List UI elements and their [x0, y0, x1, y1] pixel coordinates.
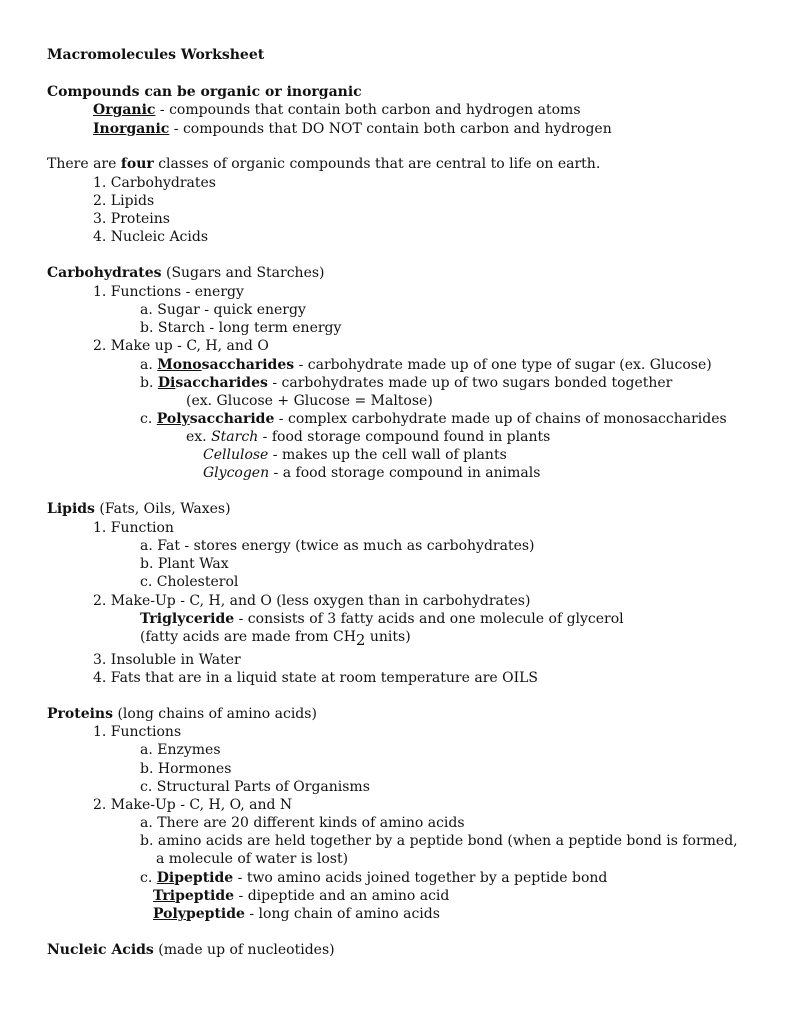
organic-definition: Organic - compounds that contain both carbon and hydrogen atoms	[93, 102, 581, 118]
proteins-functions: 1. Functions	[93, 724, 182, 740]
monosaccharides-item: a. Monosaccharides - carbohydrate made up of one type of sugar (ex. Glucose)	[140, 357, 712, 373]
triglyceride-definition: Triglyceride - consists of 3 fatty acids and one molecule of glycerol	[140, 611, 624, 627]
proteins-makeup: 2. Make-Up - C, H, O, and N	[93, 797, 293, 813]
polypeptide-item: Polypeptide - long chain of amino acids	[153, 906, 440, 922]
cellulose-example: Cellulose - makes up the cell wall of plants	[203, 447, 507, 463]
proteins-function-a: a. Enzymes	[140, 742, 221, 758]
lipids-function-a: a. Fat - stores energy (twice as much as carbohydrates)	[140, 538, 535, 554]
polysaccharide-item: c. Polysaccharide - complex carbohydrate made up of chains of monosaccharides	[140, 411, 727, 427]
proteins-heading: Proteins (long chains of amino acids)	[47, 706, 317, 722]
lipids-heading: Lipids (Fats, Oils, Waxes)	[47, 501, 231, 517]
lipids-function: 1. Function	[93, 520, 174, 536]
dipeptide-item: c. Dipeptide - two amino acids joined together by a peptide bond	[140, 870, 608, 886]
list-item: 1. Carbohydrates	[93, 175, 216, 191]
starch-example: ex. Starch - food storage compound found in plants	[186, 429, 551, 445]
list-item: 3. Proteins	[93, 211, 170, 227]
disaccharides-item: b. Disaccharides - carbohydrates made up of two sugars bonded together	[140, 375, 673, 391]
nucleic-acids-heading: Nucleic Acids (made up of nucleotides)	[47, 942, 335, 958]
tripeptide-item: Tripeptide - dipeptide and an amino acid	[153, 888, 450, 904]
lipids-oils: 4. Fats that are in a liquid state at room temperature are OILS	[93, 670, 539, 686]
lipids-makeup: 2. Make-Up - C, H, and O (less oxygen than in carbohydrates)	[93, 593, 531, 609]
inorganic-definition: Inorganic - compounds that DO NOT contain both carbon and hydrogen	[93, 121, 612, 137]
lipids-function-c: c. Cholesterol	[140, 574, 239, 590]
page-title: Macromolecules Worksheet	[47, 47, 265, 63]
fatty-acids-note: (fatty acids are made from $CH_2$ units)	[140, 629, 411, 649]
carbs-makeup: 2. Make up - C, H, and O	[93, 338, 269, 354]
disaccharides-example: (ex. Glucose + Glucose = Maltose)	[186, 393, 433, 409]
classes-intro: There are four classes of organic compounds that are central to life on earth.	[47, 156, 601, 172]
glycogen-example: Glycogen - a food storage compound in animals	[203, 465, 541, 481]
carbohydrates-heading: Carbohydrates (Sugars and Starches)	[47, 265, 325, 281]
proteins-function-c: c. Structural Parts of Organisms	[140, 779, 370, 795]
lipids-insoluble: 3. Insoluble in Water	[93, 652, 241, 668]
proteins-makeup-a: a. There are 20 different kinds of amino acids	[140, 815, 465, 831]
list-item: 2. Lipids	[93, 193, 155, 209]
carbs-function-a: a. Sugar - quick energy	[140, 302, 306, 318]
carbs-functions: 1. Functions - energy	[93, 284, 244, 300]
proteins-makeup-b-cont: a molecule of water is lost)	[156, 851, 349, 867]
proteins-makeup-b: b. amino acids are held together by a peptide bond (when a peptide bond is formed,	[140, 833, 738, 849]
proteins-function-b: b. Hormones	[140, 761, 232, 777]
carbs-function-b: b. Starch - long term energy	[140, 320, 342, 336]
lipids-function-b: b. Plant Wax	[140, 556, 229, 572]
compounds-heading: Compounds can be organic or inorganic	[47, 84, 362, 100]
list-item: 4. Nucleic Acids	[93, 229, 209, 245]
